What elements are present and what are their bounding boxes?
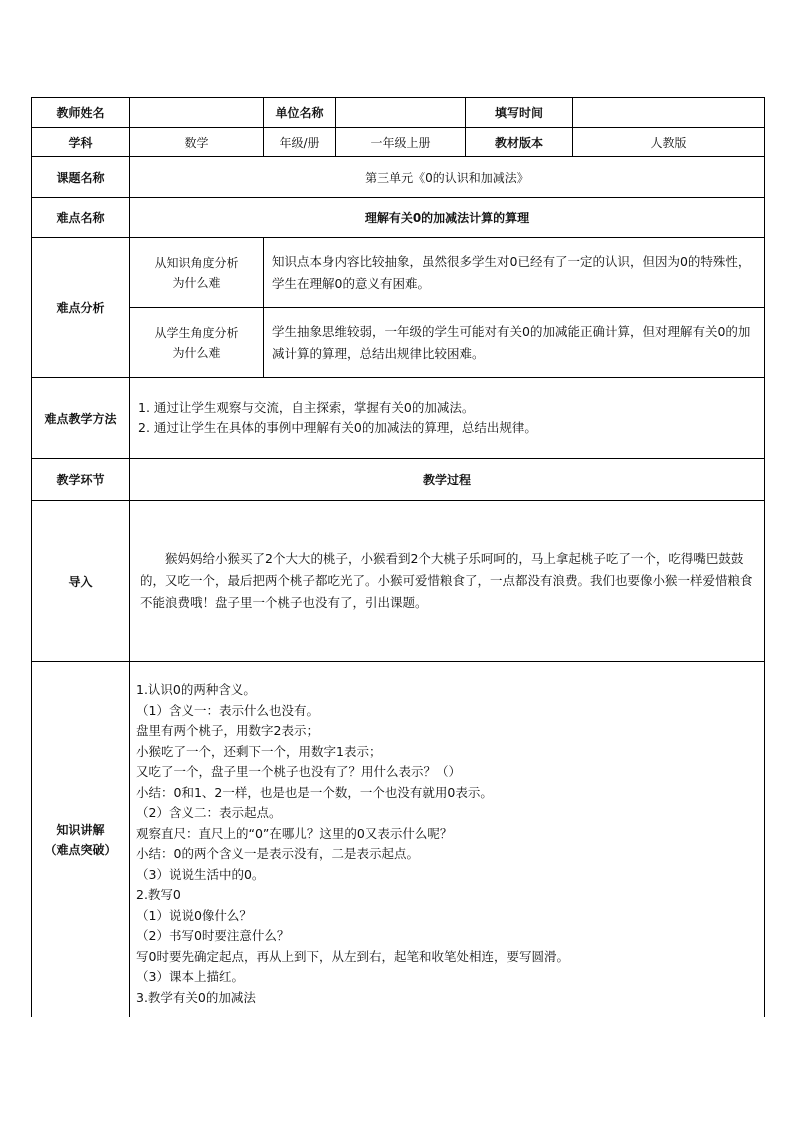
teacher-name-label: 教师姓名 <box>32 98 130 128</box>
knowledge-line: 小结：0的两个含义一是表示没有，二是表示起点。 <box>136 846 419 861</box>
lesson-title-value: 第三单元《0的认识和加减法》 <box>130 157 765 198</box>
method-item: 1. 通过让学生观察与交流，自主探索，掌握有关0的加减法。 <box>138 400 475 415</box>
difficulty-label: 难点名称 <box>32 198 130 238</box>
knowledge-angle-label <box>130 238 264 308</box>
intro-row <box>32 501 765 662</box>
knowledge-row <box>32 662 765 1017</box>
analysis-knowledge-row <box>32 238 765 308</box>
difficulty-value: 理解有关0的加减法计算的算理 <box>130 198 765 238</box>
knowledge-angle-analysis: 知识点本身内容比较抽象，虽然很多学生对0已经有了一定的认识，但因为0的特殊性，学生在理解0的意义有困难。 <box>264 238 765 308</box>
knowledge-line: 3.教学有关0的加减法 <box>136 989 256 1005</box>
intro-label: 导入 <box>32 501 130 662</box>
subject-row <box>32 128 765 157</box>
subject-label: 学科 <box>32 128 130 157</box>
edition-value: 人教版 <box>573 128 765 157</box>
knowledge-line: （1）含义一：表示什么也没有。 <box>136 702 319 718</box>
analysis-label: 难点分析 <box>32 238 130 378</box>
grade-label: 年级/册 <box>264 128 336 157</box>
method-item: 2. 通过让学生在具体的事例中理解有关0的加减法的算理，总结出规律。 <box>138 420 537 435</box>
unit-name-value[interactable] <box>336 98 466 128</box>
knowledge-angle-text: 从知识角度分析为什么难 <box>154 255 239 290</box>
fill-date-label: 填写时间 <box>466 98 573 128</box>
analysis-student-row <box>32 308 765 378</box>
intro-text: 猴妈妈给小猴买了2个大大的桃子，小猴看到2个大桃子乐呵呵的，马上拿起桃子吃了一个，吃得嘴巴鼓鼓的，又吃一个，最后把两个桃子都吃光了。小猴可爱惜粮食了，一点都没有浪费。我们也要像小猴一样爱惜粮食不能浪费哦！盘子里一个桃子也没有了，引出课题。 <box>130 501 765 662</box>
knowledge-line: 写0时要先确定起点，再从上到下，从左到右，起笔和收笔处相连，要写圆滑。 <box>136 948 569 964</box>
student-angle-text: 从学生角度分析为什么难 <box>154 325 239 360</box>
lesson-plan-table <box>31 97 765 1017</box>
methods-list <box>130 378 765 459</box>
knowledge-label <box>32 662 130 1017</box>
knowledge-label-line1: 知识讲解 <box>56 822 105 837</box>
lesson-title-label: 课题名称 <box>32 157 130 198</box>
knowledge-line: （2）书写0时要注意什么？ <box>136 928 290 943</box>
knowledge-label-line2: （难点突破） <box>44 842 117 857</box>
student-angle-analysis: 学生抽象思维较弱，一年级的学生可能对有关0的加减能正确计算，但对理解有关0的加减计算的算理，总结出规律比较困难。 <box>264 308 765 378</box>
unit-name-label: 单位名称 <box>264 98 336 128</box>
teacher-row <box>32 98 765 128</box>
knowledge-line: （3）说说生活中的0。 <box>136 866 265 882</box>
knowledge-content <box>130 662 765 1017</box>
fill-date-value[interactable] <box>573 98 765 128</box>
teacher-name-value[interactable] <box>130 98 264 128</box>
knowledge-line: （1）说说0像什么？ <box>136 907 252 923</box>
lesson-title-row <box>32 157 765 198</box>
methods-row <box>32 378 765 459</box>
knowledge-line: 盘里有两个桃子，用数字2表示； <box>136 723 319 738</box>
process-header-row <box>32 459 765 501</box>
teaching-stage-label: 教学环节 <box>32 459 130 501</box>
knowledge-line: 1.认识0的两种含义。 <box>136 682 256 697</box>
knowledge-line: 小结：0和1、2一样，也是也是一个数，一个也没有就用0表示。 <box>136 784 493 800</box>
difficulty-row <box>32 198 765 238</box>
knowledge-line: 又吃了一个，盘子里一个桃子也没有了？用什么表示？（） <box>136 764 462 779</box>
student-angle-label <box>130 308 264 378</box>
knowledge-line: 观察直尺：直尺上的“0”在哪儿？这里的0又表示什么呢？ <box>136 825 453 841</box>
knowledge-line: （2）含义二：表示起点。 <box>136 805 282 820</box>
edition-label: 教材版本 <box>466 128 573 157</box>
grade-value: 一年级上册 <box>336 128 466 157</box>
knowledge-line: 小猴吃了一个，还剩下一个，用数字1表示； <box>136 743 382 759</box>
knowledge-line: 2.教写0 <box>136 887 181 902</box>
teaching-process-label: 教学过程 <box>130 459 765 501</box>
methods-label: 难点教学方法 <box>32 378 130 459</box>
subject-value: 数学 <box>130 128 264 157</box>
knowledge-line: （3）课本上描红。 <box>136 969 244 984</box>
